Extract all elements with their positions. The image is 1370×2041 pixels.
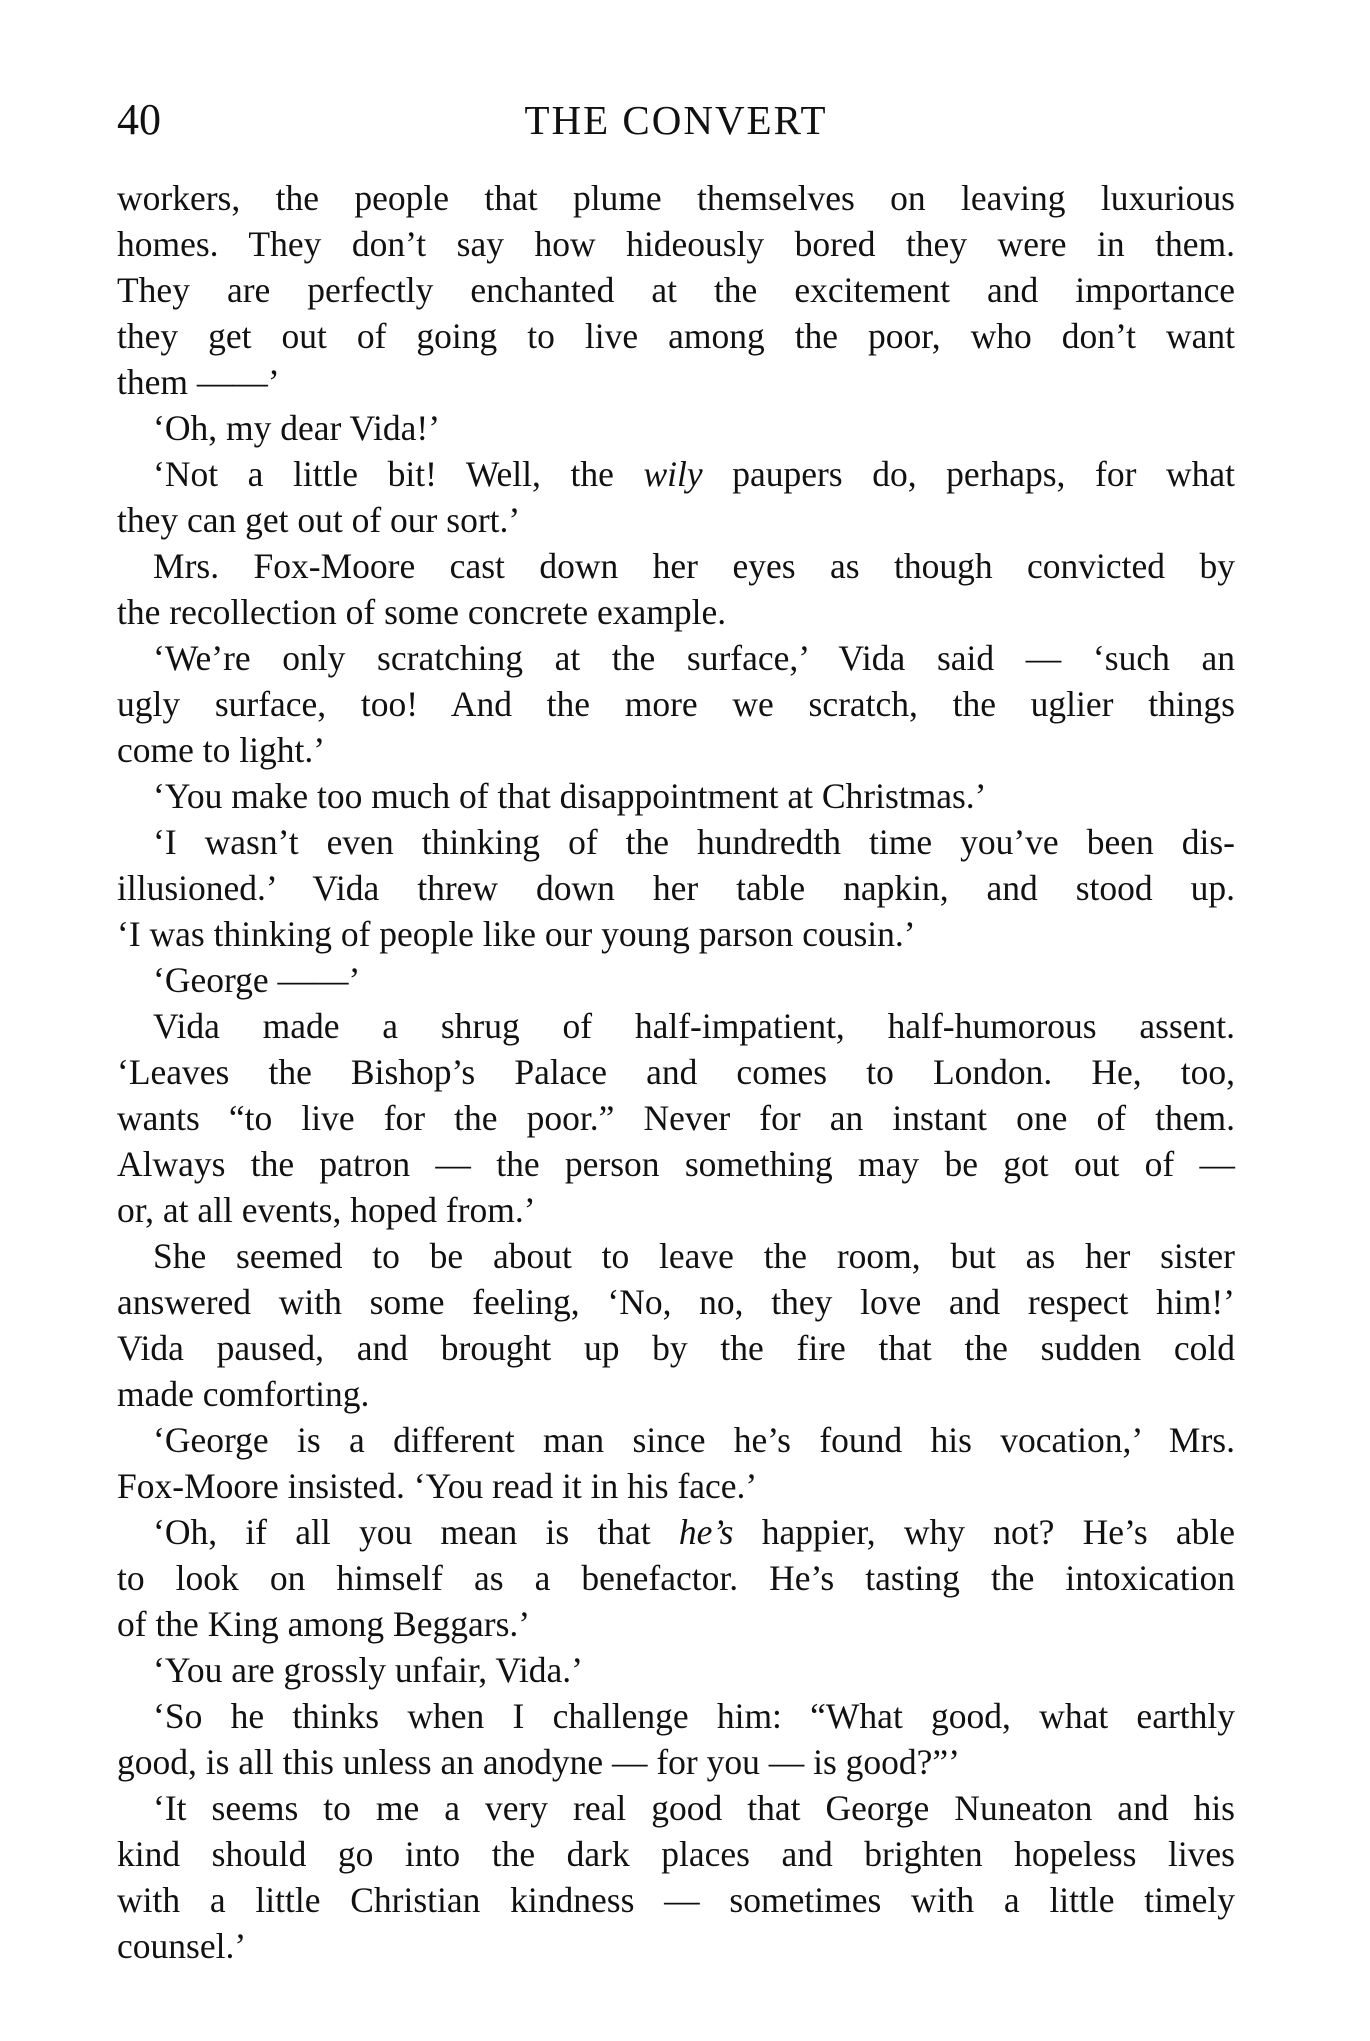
page-number: 40 — [117, 95, 161, 144]
text-line: ‘You are grossly unfair, Vida.’ — [153, 1650, 583, 1690]
text-line: counsel.’ — [117, 1926, 247, 1966]
text-line: with a little Christian kindness — sometimes with a little timely — [117, 1880, 1235, 1920]
text-line: homes. They don’t say how hideously bored they were in them. — [117, 224, 1235, 264]
body-text — [117, 175, 1235, 1969]
text-line: ‘I was thinking of people like our young parson cousin.’ — [117, 914, 916, 954]
text-line: they can get out of our sort.’ — [117, 500, 521, 540]
text-line: ‘George ——’ — [153, 960, 361, 1000]
text-line: ‘Leaves the Bishop’s Palace and comes to London. He, too, — [117, 1052, 1235, 1092]
text-line: She seemed to be about to leave the room, but as her sister — [153, 1236, 1235, 1276]
emphasis: he’s — [678, 1512, 734, 1552]
text-line: them ——’ — [117, 362, 280, 402]
emphasis: wily — [643, 454, 703, 494]
text-line: or, at all events, hoped from.’ — [117, 1190, 536, 1230]
text-line: They are perfectly enchanted at the excitement and importance — [117, 270, 1235, 310]
text-line: to look on himself as a benefactor. He’s tasting the intoxication — [117, 1558, 1235, 1598]
page-header — [117, 90, 1235, 150]
text-line: ‘You make too much of that disappointment at Christmas.’ — [153, 776, 987, 816]
text-line: answered with some feeling, ‘No, no, they love and respect him!’ — [117, 1282, 1235, 1322]
text-line: ‘Not a little bit! Well, the wily paupers do, perhaps, for what — [153, 454, 1235, 494]
text-line: Fox-Moore insisted. ‘You read it in his face.’ — [117, 1466, 758, 1506]
text-line: of the King among Beggars.’ — [117, 1604, 531, 1644]
text-line: ‘George is a different man since he’s found his vocation,’ Mrs. — [153, 1420, 1235, 1460]
text-line: Mrs. Fox-Moore cast down her eyes as though convicted by — [153, 546, 1235, 586]
text-line: good, is all this unless an anodyne — for you — is good?”’ — [117, 1742, 961, 1782]
text-line: ‘So he thinks when I challenge him: “What good, what earthly — [153, 1696, 1235, 1736]
text-line: made comforting. — [117, 1374, 370, 1414]
text-line: wants “to live for the poor.” Never for an instant one of them. — [117, 1098, 1235, 1138]
text-line: Always the patron — the person something may be got out of — — [117, 1144, 1235, 1184]
text-line: ‘We’re only scratching at the surface,’ Vida said — ‘such an — [153, 638, 1235, 678]
text-line: ‘Oh, my dear Vida!’ — [153, 408, 441, 448]
text-line: illusioned.’ Vida threw down her table napkin, and stood up. — [117, 868, 1235, 908]
text-line: come to light.’ — [117, 730, 326, 770]
text-line: ugly surface, too! And the more we scratch, the uglier things — [117, 684, 1235, 724]
text-line: they get out of going to live among the poor, who don’t want — [117, 316, 1235, 356]
text-line: Vida made a shrug of half-impatient, half-humorous assent. — [153, 1006, 1235, 1046]
text-line: ‘It seems to me a very real good that George Nuneaton and his — [153, 1788, 1235, 1828]
text-line: ‘I wasn’t even thinking of the hundredth time you’ve been dis- — [153, 822, 1235, 862]
text-line: Vida paused, and brought up by the fire that the sudden cold — [117, 1328, 1235, 1368]
text-line: kind should go into the dark places and brighten hopeless lives — [117, 1834, 1235, 1874]
running-title: THE CONVERT — [524, 97, 828, 143]
text-line: ‘Oh, if all you mean is that he’s happier, why not? He’s able — [153, 1512, 1235, 1552]
text-line: the recollection of some concrete example. — [117, 592, 727, 632]
text-line: workers, the people that plume themselves on leaving luxurious — [117, 178, 1235, 218]
